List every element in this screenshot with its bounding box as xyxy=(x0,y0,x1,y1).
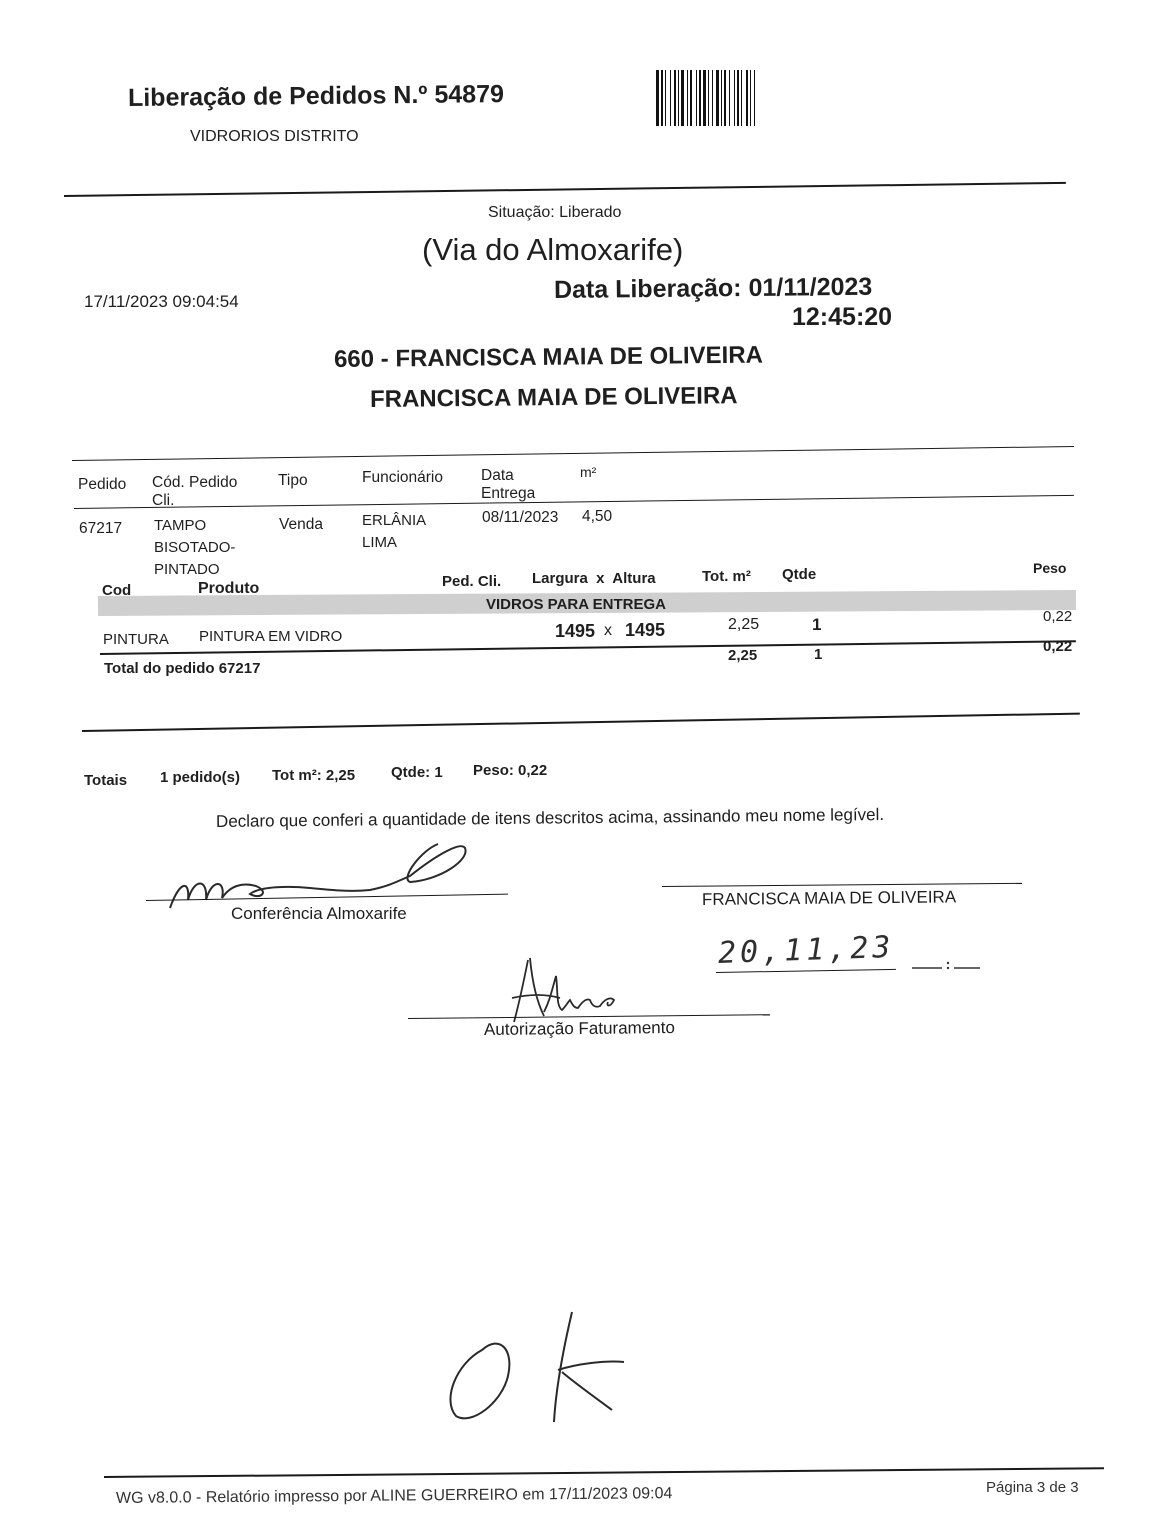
order-cod-pedido-cli: TAMPO BISOTADO-PINTADO xyxy=(154,517,236,578)
totals-label: Totais xyxy=(84,772,128,789)
handwritten-time-blank xyxy=(912,958,982,978)
col-header-cod-pedido-cli: Cód. Pedido Cli. xyxy=(152,474,238,509)
col-header-ped-cli: Ped. Cli. xyxy=(442,573,502,590)
hora-liberacao: 12:45:20 xyxy=(792,303,893,331)
handwritten-date: 20,11,23 xyxy=(717,929,896,971)
label-client-name: FRANCISCA MAIA DE OLIVEIRA xyxy=(701,887,957,909)
barcode xyxy=(656,70,834,126)
totals-pedidos: 1 pedido(s) xyxy=(160,769,241,786)
client-code-name: 660 - FRANCISCA MAIA DE OLIVEIRA xyxy=(333,341,764,373)
col-header-qtde: Qtde xyxy=(782,566,817,583)
total-tot-m2: 2,25 xyxy=(728,647,758,664)
handwritten-ok xyxy=(436,1306,636,1426)
col-header-largura-altura: Largura x Altura xyxy=(532,570,656,587)
col-header-cod: Cod xyxy=(102,582,132,599)
print-datetime: 17/11/2023 09:04:54 xyxy=(84,292,239,311)
divider xyxy=(104,1467,1104,1478)
totals-peso: Peso: 0,22 xyxy=(473,762,548,779)
item-largura: 1495 xyxy=(555,621,596,641)
order-data-entrega: 08/11/2023 xyxy=(482,509,559,526)
col-header-tot-m2: Tot. m² xyxy=(702,568,751,585)
item-peso: 0,22 xyxy=(1043,608,1073,625)
item-tot-m2: 2,25 xyxy=(728,616,760,633)
company-name: VIDRORIOS DISTRITO xyxy=(190,128,359,145)
divider xyxy=(72,446,1074,461)
status-situacao: Situação: Liberado xyxy=(488,204,622,221)
col-header-peso: Peso xyxy=(1033,560,1067,576)
group-label: VIDROS PARA ENTREGA xyxy=(486,596,667,613)
col-header-tipo: Tipo xyxy=(278,472,308,489)
item-cod: PINTURA xyxy=(103,631,169,648)
order-m2: 4,50 xyxy=(582,508,613,525)
declaration-text: Declaro que conferi a quantidade de itens descritos acima, assinando meu nome legível. xyxy=(215,805,885,831)
order-funcionario: ERLÂNIA LIMA xyxy=(362,512,426,551)
via-label: (Via do Almoxarife) xyxy=(422,232,684,267)
footer-printed-by: WG v8.0.0 - Relatório impresso por ALINE GUERREIRO em 17/11/2023 09:04 xyxy=(115,1485,673,1507)
col-header-m2: m² xyxy=(580,464,597,480)
total-peso: 0,22 xyxy=(1043,638,1073,655)
divider xyxy=(64,182,1066,197)
document-title: Liberação de Pedidos N.º 54879 xyxy=(127,80,505,112)
order-pedido: 67217 xyxy=(79,520,123,537)
item-qtde: 1 xyxy=(812,615,822,634)
col-header-pedido: Pedido xyxy=(78,476,127,493)
order-tipo: Venda xyxy=(279,516,323,533)
item-x: x xyxy=(604,622,612,639)
client-name: FRANCISCA MAIA DE OLIVEIRA xyxy=(369,382,738,413)
total-qtde: 1 xyxy=(814,646,823,663)
totals-qtde: Qtde: 1 xyxy=(391,764,443,781)
footer-page-number: Página 3 de 3 xyxy=(986,1479,1079,1496)
data-liberacao: Data Liberação: 01/11/2023 xyxy=(553,272,873,304)
col-header-produto: Produto xyxy=(198,580,260,597)
totals-tot-m2: Tot m²: 2,25 xyxy=(272,767,356,784)
col-header-funcionario: Funcionário xyxy=(362,469,443,486)
col-header-data-entrega: Data Entrega xyxy=(481,467,536,502)
label-conferencia-almoxarife: Conferência Almoxarife xyxy=(231,904,407,923)
total-label: Total do pedido 67217 xyxy=(104,660,261,677)
item-produto: PINTURA EM VIDRO xyxy=(199,628,343,645)
signature-line-client xyxy=(662,883,1022,887)
item-altura: 1495 xyxy=(625,620,666,640)
label-autorizacao-faturamento: Autorização Faturamento xyxy=(483,1018,675,1039)
divider xyxy=(82,713,1080,732)
